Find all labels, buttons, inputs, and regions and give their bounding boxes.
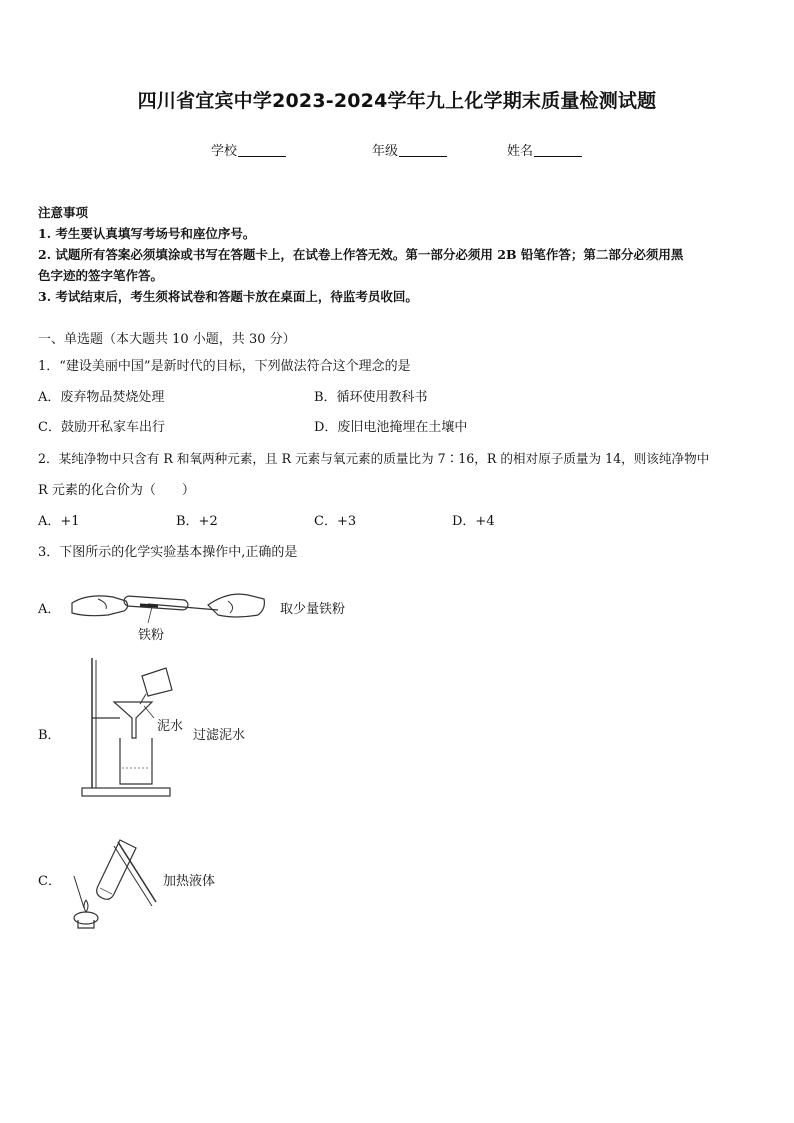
q2-option-c: C．+3 bbox=[314, 514, 357, 529]
school-label: 学校 bbox=[211, 144, 238, 159]
q2-option-d: D．+4 bbox=[452, 514, 495, 529]
q2-stem-line2: R 元素的化合价为（ ） bbox=[38, 483, 195, 498]
q1-option-a: A．废弃物品焚烧处理 bbox=[38, 390, 165, 405]
school-field bbox=[211, 140, 286, 159]
q2-option-a: A．+1 bbox=[38, 514, 80, 529]
section-heading: 一、单选题（本大题共 10 小题，共 30 分） bbox=[38, 332, 296, 347]
note-2: 2. 试题所有答案必须填涂或书写在答题卡上，在试卷上作答无效。第一部分必须用 2B 铅笔作答；第二部分必须用黑 bbox=[38, 247, 684, 262]
school-blank bbox=[238, 143, 286, 157]
grade-field bbox=[372, 140, 447, 159]
heating-liquid-figure bbox=[60, 836, 160, 934]
note-2-cont: 色字迹的签字笔作答。 bbox=[38, 268, 164, 283]
note-3: 3. 考试结束后，考生须将试卷和答题卡放在桌面上，待监考员收回。 bbox=[38, 289, 418, 304]
q1-option-d: D．废旧电池掩埋在土壤中 bbox=[314, 420, 468, 435]
q3-option-c-caption: 加热液体 bbox=[163, 874, 216, 889]
grade-label: 年级 bbox=[372, 144, 399, 159]
q3-option-b-caption: 过滤泥水 bbox=[193, 728, 246, 743]
q2-option-b: B．+2 bbox=[176, 514, 218, 529]
q1-stem: 1．“建设美丽中国”是新时代的目标，下列做法符合这个理念的是 bbox=[38, 359, 411, 374]
note-1: 1. 考生要认真填写考场号和座位序号。 bbox=[38, 226, 256, 241]
q1-option-b: B．循环使用教科书 bbox=[314, 390, 428, 405]
q3-stem: 3．下图所示的化学实验基本操作中,正确的是 bbox=[38, 545, 298, 560]
q2-stem-line1: 2．某纯净物中只含有 R 和氧两种元素，且 R 元素与氧元素的质量比为 7∶16，R 的相对原子质量为 14，则该纯净物中 bbox=[38, 451, 710, 466]
page-title: 四川省宜宾中学2023-2024学年九上化学期末质量检测试题 bbox=[137, 90, 657, 112]
iron-powder-label: 铁粉 bbox=[138, 628, 165, 643]
name-blank bbox=[534, 143, 582, 157]
q3-option-c-letter: C． bbox=[38, 874, 61, 889]
name-label: 姓名 bbox=[507, 144, 534, 159]
q3-option-b-letter: B． bbox=[38, 728, 61, 743]
q3-option-a-caption: 取少量铁粉 bbox=[280, 602, 346, 617]
powder-sampling-figure bbox=[68, 583, 268, 628]
notes-heading: 注意事项 bbox=[38, 205, 89, 220]
q1-option-c: C．鼓励开私家车出行 bbox=[38, 420, 165, 435]
name-field bbox=[507, 140, 582, 159]
q3-option-a-letter: A． bbox=[38, 602, 61, 617]
muddy-water-label: 泥水 bbox=[157, 719, 184, 734]
grade-blank bbox=[399, 143, 447, 157]
